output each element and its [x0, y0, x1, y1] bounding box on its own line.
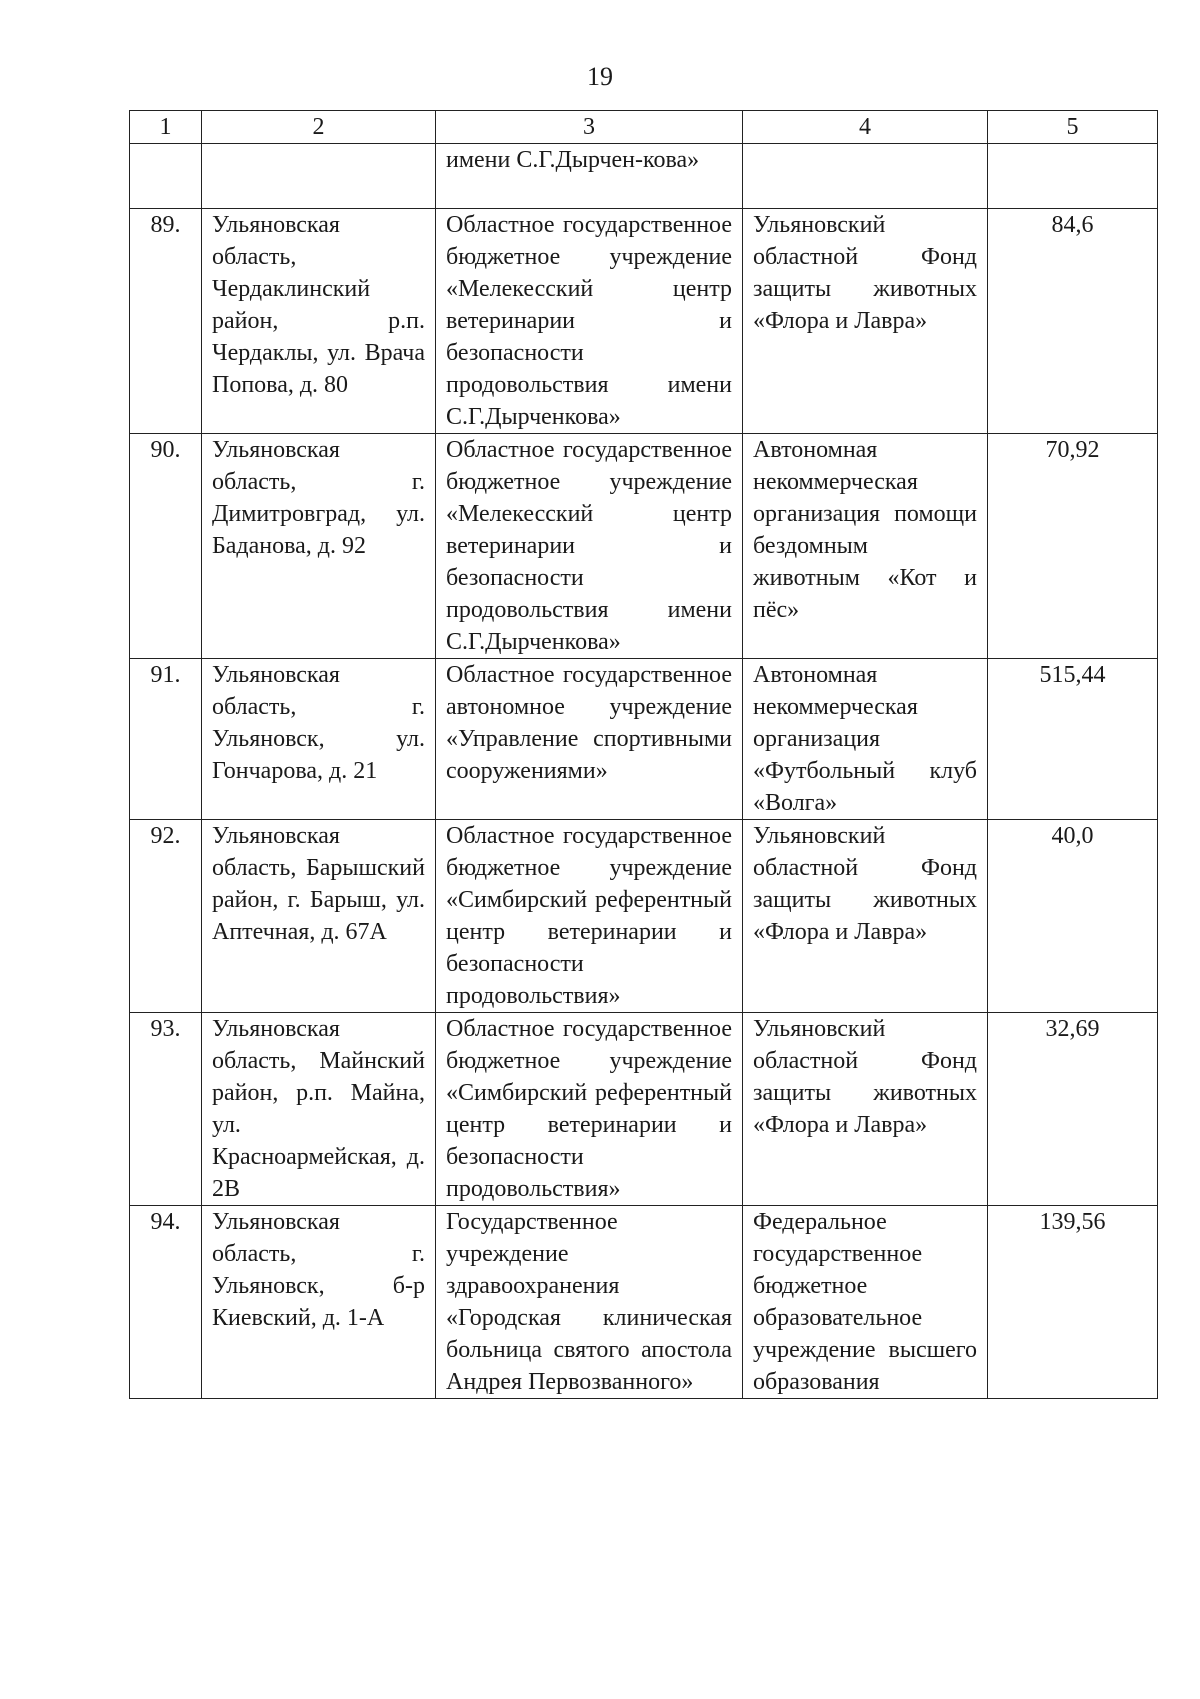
table-row [130, 1206, 1158, 1399]
address-cell: Ульяновская область, Чердаклинский район, р.п. Чердаклы, ул. Врача Попова, д. 80 [202, 209, 436, 434]
row-number-cell: 92. [130, 820, 202, 1013]
user-cell: Автономная некоммерческая организация «Футбольный клуб «Волга» [743, 659, 988, 820]
address-cell: Ульяновская область, г. Димитровград, ул. Баданова, д. 92 [202, 434, 436, 659]
column-number-row [130, 111, 1158, 144]
row-number-cell: 89. [130, 209, 202, 434]
column-header: 3 [436, 111, 743, 144]
holder-cell: Государственное учреждение здравоохранения «Городская клиническая больница святого апостола Андрея Первозванного» [436, 1206, 743, 1399]
address-cell: Ульяновская область, г. Ульяновск, ул. Гончарова, д. 21 [202, 659, 436, 820]
continuation-row [130, 144, 1158, 209]
area-cell: 515,44 [988, 659, 1158, 820]
table-row [130, 434, 1158, 659]
user-cell: Автономная некоммерческая организация помощи бездомным животным «Кот и пёс» [743, 434, 988, 659]
user-cell: Ульяновский областной Фонд защиты животных «Флора и Лавра» [743, 820, 988, 1013]
holder-cell: Областное государственное бюджетное учреждение «Мелекесский центр ветеринарии и безопасности продовольствия имени С.Г.Дырченкова» [436, 209, 743, 434]
table-row [130, 209, 1158, 434]
address-cell: Ульяновская область, Барышский район, г. Барыш, ул. Аптечная, д. 67А [202, 820, 436, 1013]
holder-cell: Областное государственное бюджетное учреждение «Симбирский референтный центр ветеринарии и безопасности продовольствия» [436, 820, 743, 1013]
user-cell: Ульяновский областной Фонд защиты животных «Флора и Лавра» [743, 1013, 988, 1206]
address-cell: Ульяновская область, г. Ульяновск, б-р Киевский, д. 1-А [202, 1206, 436, 1399]
holder-cell: Областное государственное бюджетное учреждение «Мелекесский центр ветеринарии и безопасности продовольствия имени С.Г.Дырченкова» [436, 434, 743, 659]
address-cell [202, 144, 436, 209]
area-cell: 40,0 [988, 820, 1158, 1013]
area-cell: 32,69 [988, 1013, 1158, 1206]
area-cell: 139,56 [988, 1206, 1158, 1399]
row-number-cell: 91. [130, 659, 202, 820]
area-cell: 84,6 [988, 209, 1158, 434]
row-number-cell: 94. [130, 1206, 202, 1399]
user-cell [743, 144, 988, 209]
column-header: 1 [130, 111, 202, 144]
column-header: 4 [743, 111, 988, 144]
area-cell: 70,92 [988, 434, 1158, 659]
column-header: 2 [202, 111, 436, 144]
holder-cell: имени С.Г.Дырчен-кова» [436, 144, 743, 209]
holder-cell: Областное государственное автономное учреждение «Управление спортивными сооружениями» [436, 659, 743, 820]
table-row [130, 659, 1158, 820]
area-cell [988, 144, 1158, 209]
property-table [129, 110, 1158, 1399]
address-cell: Ульяновская область, Майнский район, р.п. Майна, ул. Красноармейская, д. 2В [202, 1013, 436, 1206]
column-header: 5 [988, 111, 1158, 144]
table-row [130, 1013, 1158, 1206]
row-number-cell [130, 144, 202, 209]
page-number: 19 [587, 62, 613, 91]
table-row [130, 820, 1158, 1013]
row-number-cell: 90. [130, 434, 202, 659]
row-number-cell: 93. [130, 1013, 202, 1206]
user-cell: Федеральное государственное бюджетное образовательное учреждение высшего образования [743, 1206, 988, 1399]
user-cell: Ульяновский областной Фонд защиты животных «Флора и Лавра» [743, 209, 988, 434]
holder-cell: Областное государственное бюджетное учреждение «Симбирский референтный центр ветеринарии и безопасности продовольствия» [436, 1013, 743, 1206]
